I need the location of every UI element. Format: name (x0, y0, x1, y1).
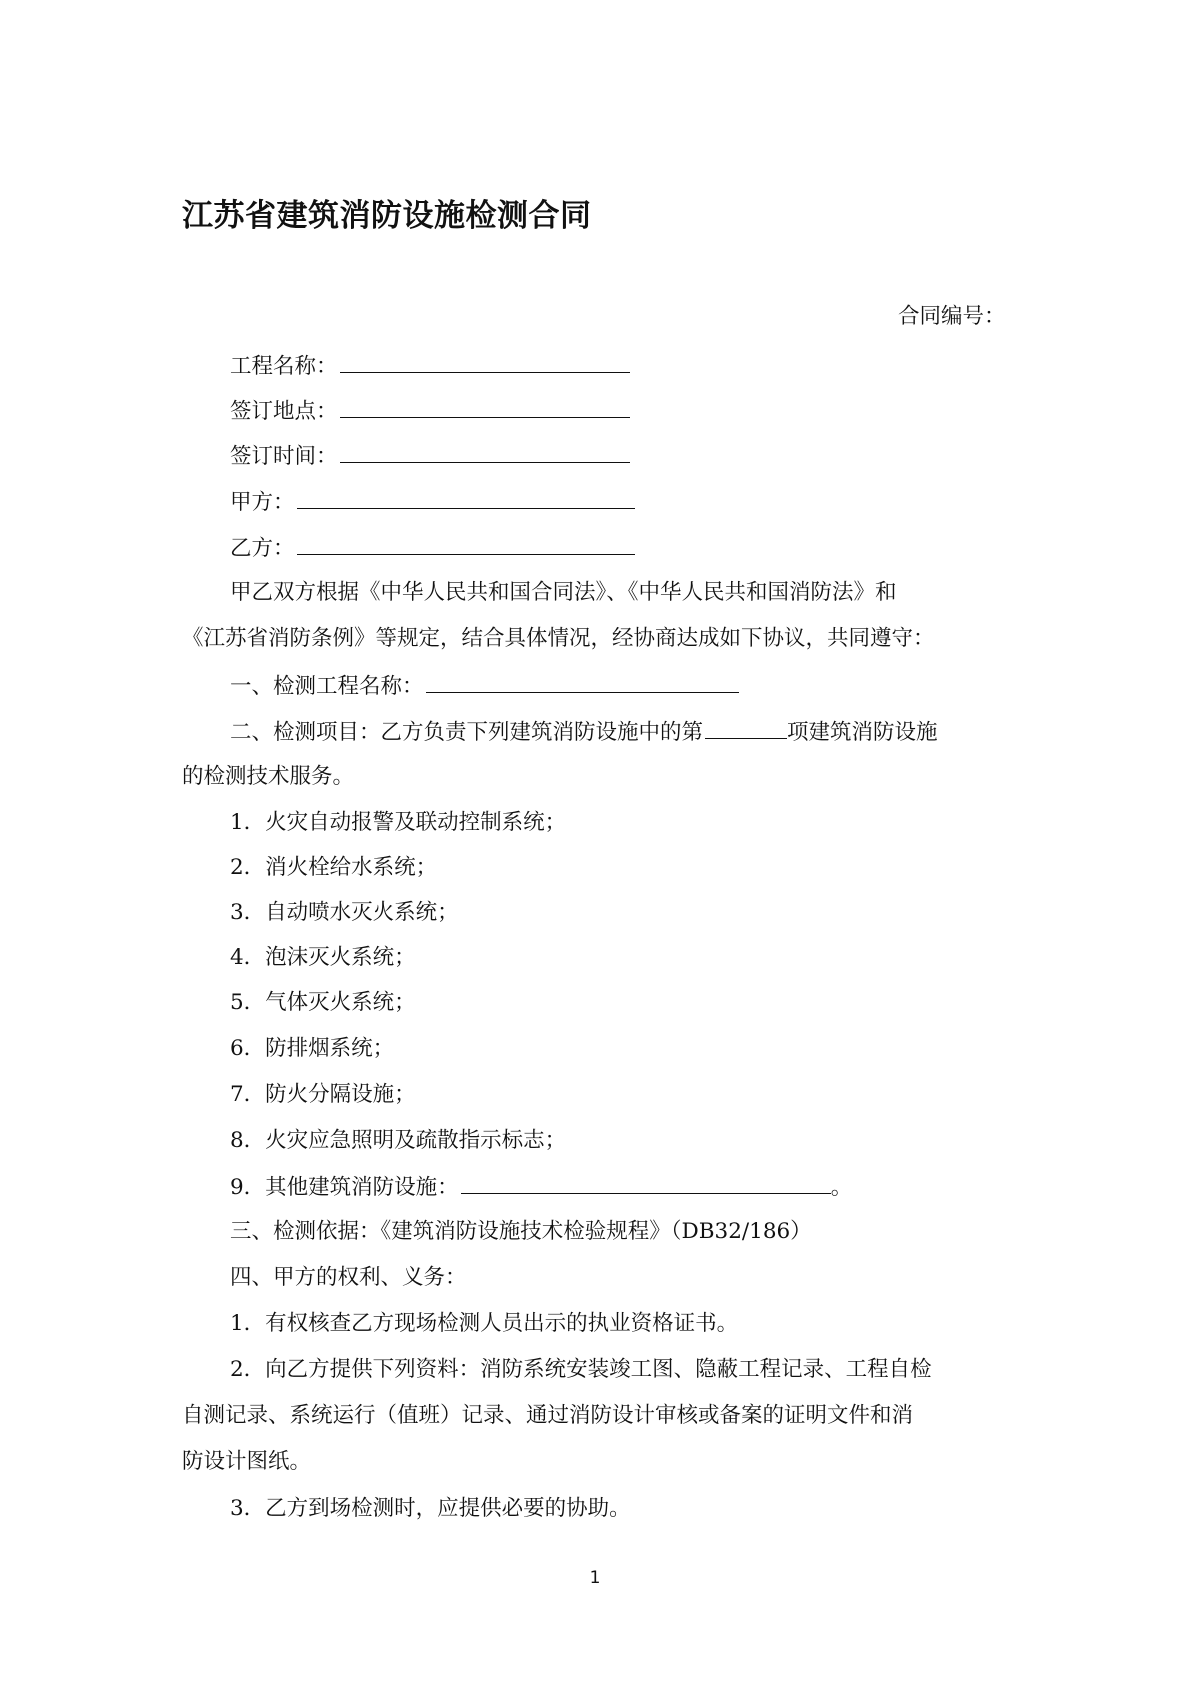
blank-line (340, 395, 630, 418)
section-1 (230, 670, 739, 702)
section-2-text-end: 项建筑消防设施 (787, 720, 938, 745)
section-4-item-2-line2: 自测记录、系统运行（值班）记录、通过消防设计审核或备案的证明文件和消 (182, 1403, 914, 1428)
field-label: 乙方： (230, 536, 295, 561)
blank-line (426, 670, 739, 693)
document-title: 江苏省建筑消防设施检测合同 (182, 198, 592, 234)
field-label: 甲方： (230, 490, 295, 515)
list-item-label: 9．其他建筑消防设施： (230, 1175, 459, 1200)
section-2-text: 二、检测项目：乙方负责下列建筑消防设施中的第 (230, 720, 704, 745)
blank-line (297, 486, 635, 509)
field-signing-place (230, 395, 630, 427)
list-item-9 (230, 1171, 852, 1203)
list-item: 1．火灾自动报警及联动控制系统； (230, 810, 567, 835)
blank-line (340, 440, 630, 463)
section-4-item-2-line1: 2．向乙方提供下列资料：消防系统安装竣工图、隐蔽工程记录、工程自检 (230, 1357, 932, 1382)
list-item: 2．消火栓给水系统； (230, 855, 438, 880)
list-item: 5．气体灭火系统； (230, 990, 416, 1015)
section-1-label: 一、检测工程名称： (230, 674, 424, 699)
section-4-heading: 四、甲方的权利、义务： (230, 1265, 467, 1290)
field-project-name (230, 350, 630, 382)
section-2-line1 (230, 716, 938, 748)
list-item: 4．泡沫灭火系统； (230, 945, 416, 970)
contract-number-label: 合同编号： (898, 304, 1006, 329)
field-label: 签订地点： (230, 399, 338, 424)
intro-paragraph-line2: 《江苏省消防条例》等规定，结合具体情况，经协商达成如下协议，共同遵守： (182, 626, 935, 651)
blank-line (297, 532, 635, 555)
section-2-line2: 的检测技术服务。 (182, 764, 355, 789)
page-number: 1 (589, 1568, 601, 1588)
list-item: 7．防火分隔设施； (230, 1082, 416, 1107)
field-label: 签订时间： (230, 444, 338, 469)
section-3: 三、检测依据：《建筑消防设施技术检验规程》（DB32/186） (230, 1219, 812, 1244)
field-label: 工程名称： (230, 354, 338, 379)
list-item: 3．自动喷水灭火系统； (230, 900, 459, 925)
blank-line (340, 350, 630, 373)
intro-paragraph-line1: 甲乙双方根据《中华人民共和国合同法》、《中华人民共和国消防法》和 (230, 580, 897, 605)
section-4-item-2-line3: 防设计图纸。 (182, 1449, 312, 1474)
field-party-b (230, 532, 635, 564)
list-item: 8．火灾应急照明及疏散指示标志； (230, 1128, 567, 1153)
blank-line (705, 716, 787, 739)
field-signing-time (230, 440, 630, 472)
blank-line (461, 1171, 831, 1194)
field-party-a (230, 486, 635, 518)
list-item: 6．防排烟系统； (230, 1036, 395, 1061)
section-4-item-3: 3．乙方到场检测时，应提供必要的协助。 (230, 1496, 631, 1521)
section-4-item-1: 1．有权核查乙方现场检测人员出示的执业资格证书。 (230, 1311, 739, 1336)
list-item-end: 。 (830, 1175, 853, 1200)
